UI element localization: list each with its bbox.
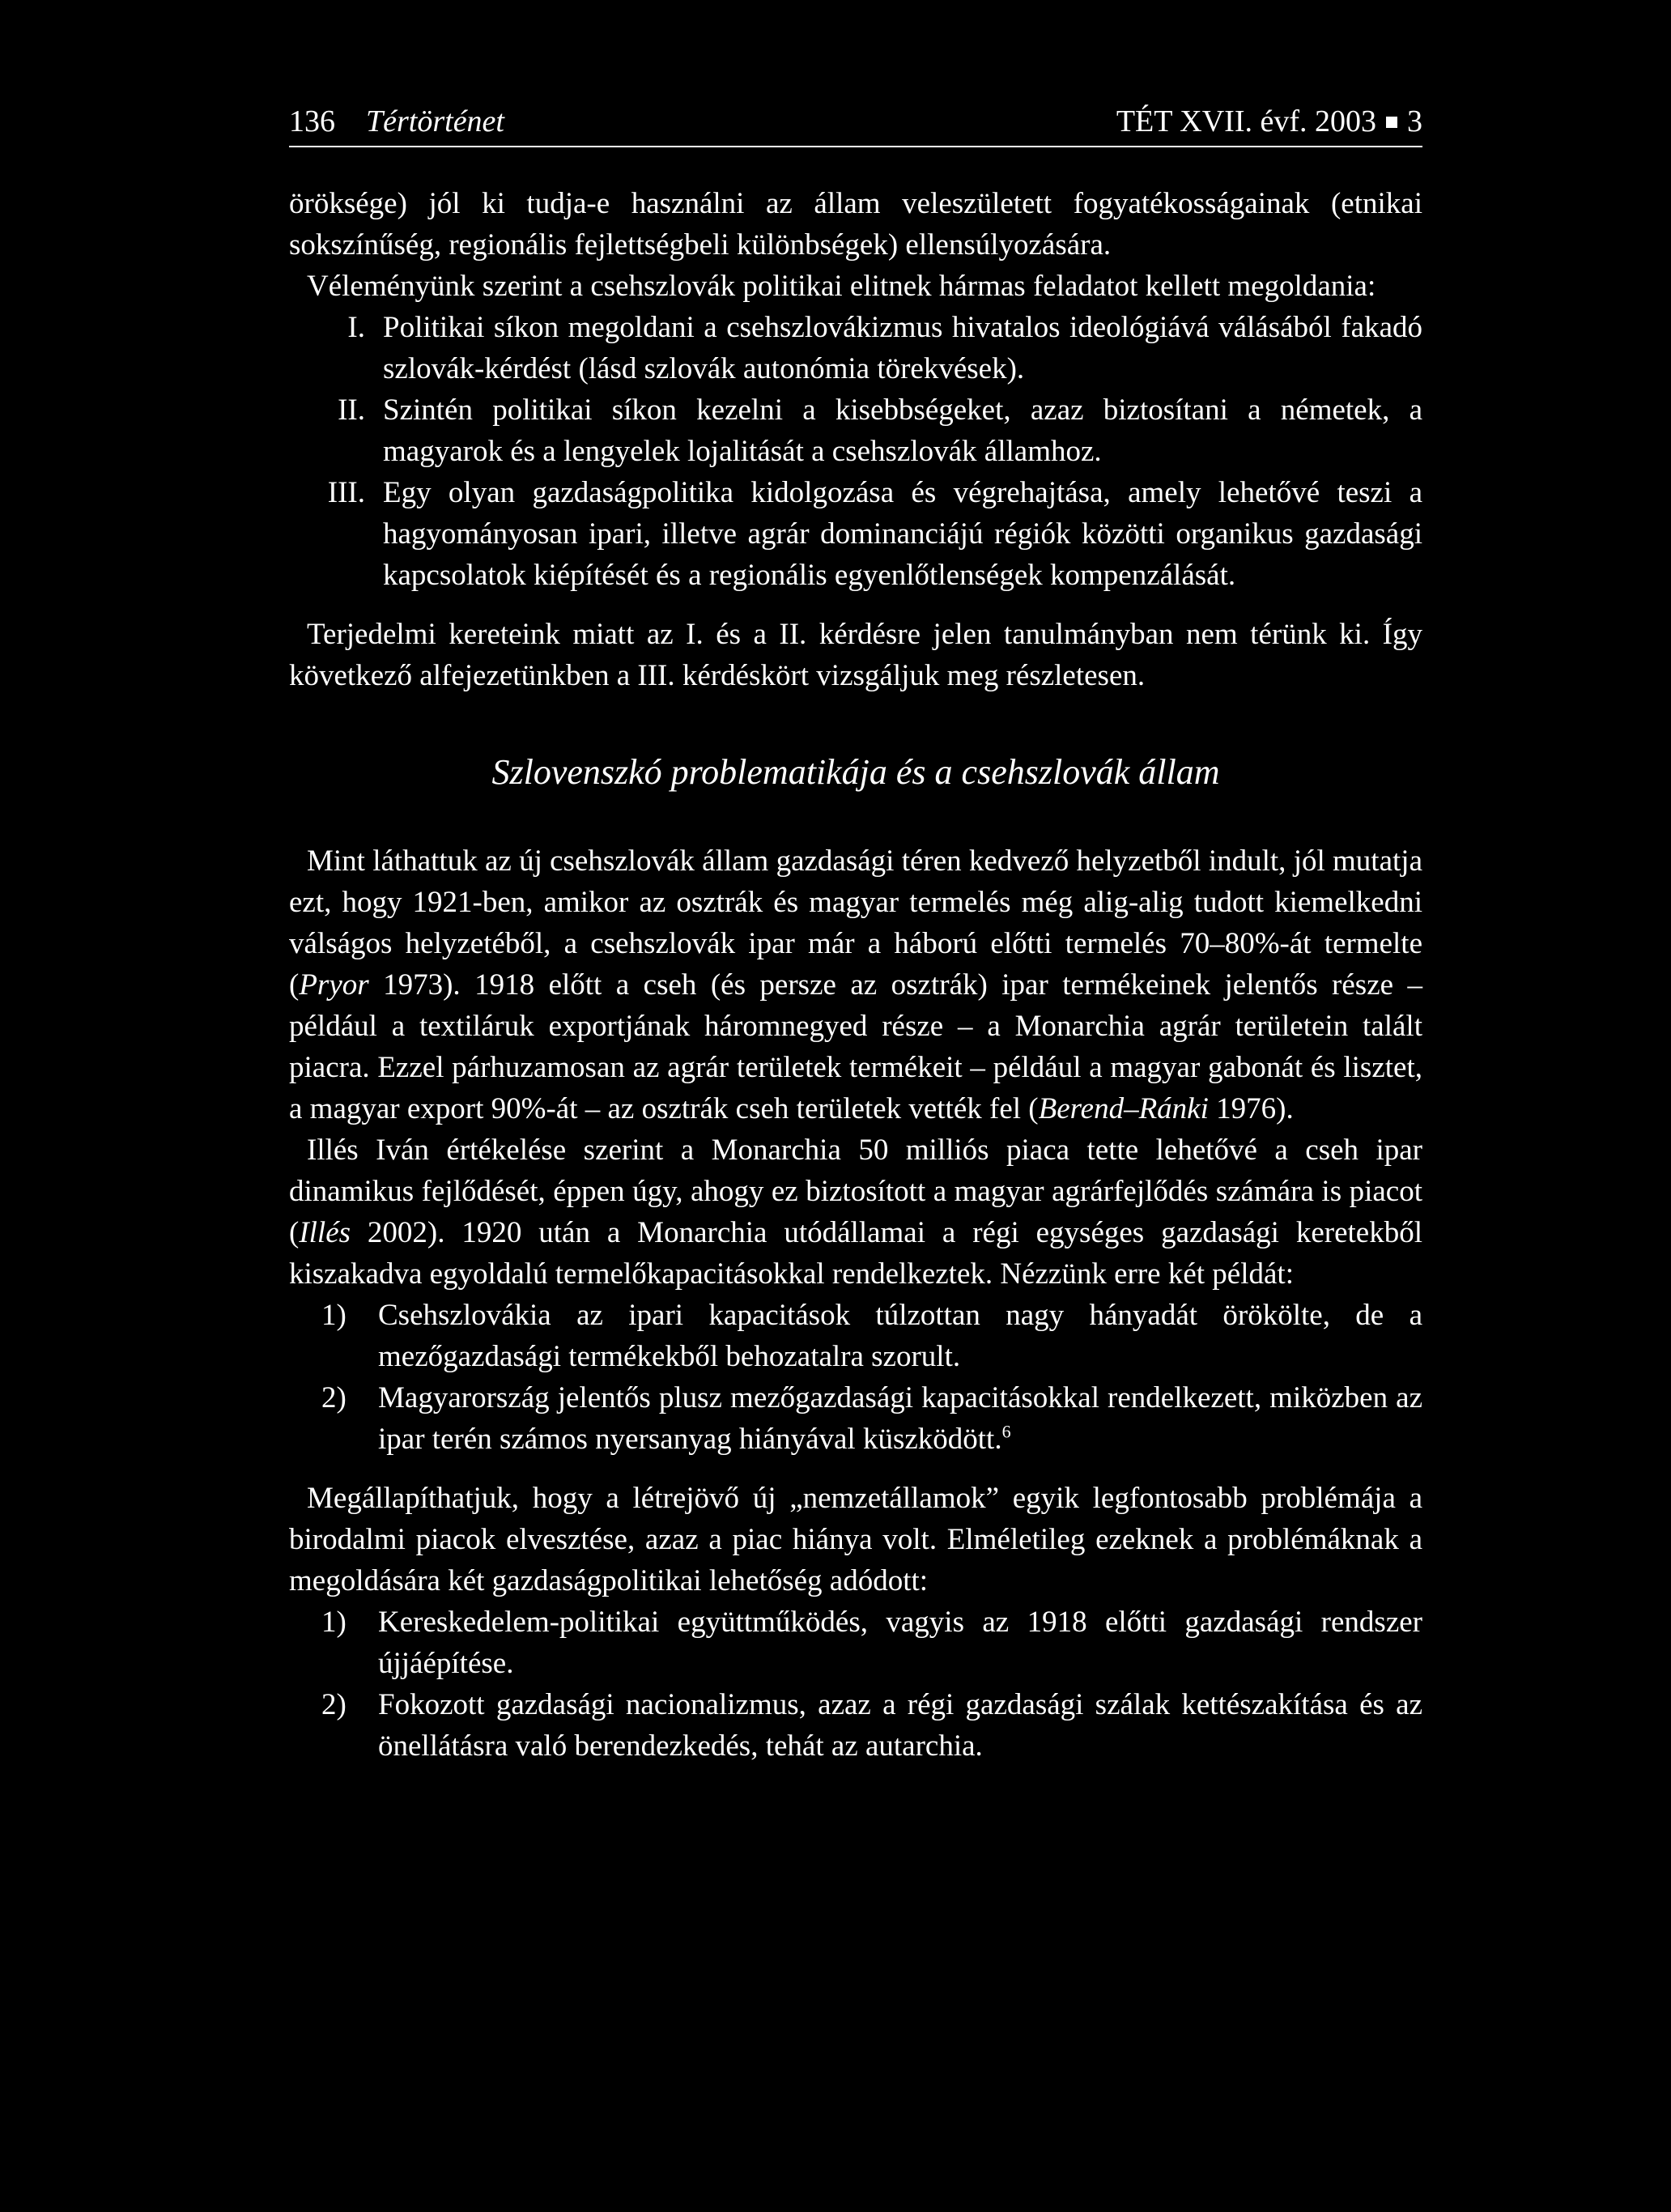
list-marker: II. [338, 393, 365, 427]
section-title: Szlovenszkó problematikája és a csehszlovák állam [491, 752, 1220, 792]
list-item [289, 1684, 1422, 1767]
list-marker: 2) [321, 1381, 347, 1414]
running-header [289, 104, 1422, 147]
text-run: 2002). 1920 után a Monarchia utódállamai a régi egységes gazdasági keretekből kiszakadva egyoldalú termelőkapacitásokkal rendelkeztek. Nézzünk erre két példát: [289, 1216, 1422, 1291]
list-item [289, 389, 1422, 472]
list-item-text: Politikai síkon megoldani a csehszlovákizmus hivatalos ideológiává válásából fakadó szlovák-kérdést (lásd szlovák autonómia törekvések). [383, 311, 1422, 385]
example-list [289, 1295, 1422, 1460]
intro-paragraph-1: öröksége) jól ki tudja-e használni az állam veleszületett fogyatékosságainak (etnikai sokszínűség, regionális fejlettségbeli különbségek) ellensúlyozására. [289, 187, 1422, 262]
option-list [289, 1602, 1422, 1767]
list-item [289, 472, 1422, 596]
list-item-text: Fokozott gazdasági nacionalizmus, azaz a régi gazdasági szálak kettészakítása és az önellátásra való berendezkedés, tehát az autarchia. [378, 1688, 1422, 1763]
list-item [289, 1377, 1422, 1460]
list-item-text: Kereskedelem-politikai együttműködés, vagyis az 1918 előtti gazdasági rendszer újjáépítése. [378, 1606, 1422, 1680]
issue-number: 3 [1407, 104, 1422, 138]
list-item-text: Szintén politikai síkon kezelni a kisebbségeket, azaz biztosítani a németek, a magyarok és a lengyelek lojalitását a csehszlovák államhoz. [383, 393, 1422, 468]
citation-author: Pryor [299, 968, 369, 1002]
list-marker: 1) [321, 1606, 347, 1639]
page-number: 136 [289, 104, 335, 138]
list-marker: 1) [321, 1299, 347, 1332]
citation-author: Berend–Ránki [1038, 1092, 1209, 1125]
list-item [289, 307, 1422, 389]
footnote-ref: 6 [1001, 1421, 1011, 1442]
task-list [289, 307, 1422, 596]
list-marker: III. [327, 476, 365, 509]
journal-info: TÉT XVII. évf. 2003 [1116, 104, 1376, 138]
citation-author: Illés [299, 1216, 351, 1249]
body-paragraph-1 [289, 840, 1422, 1129]
text-run: 1973). 1918 előtt a cseh (és persze az osztrák) ipar termékeinek jelentős része – például a textiláruk exportjának háromnegyed része – a Monarchia agrár területein talált piacra. Ezzel párhuzamosan az agrár területek termékeit – például a magyar gabonát és lisztet, a magyar export 90%-át – az osztrák cseh területek vették fel ( [289, 968, 1422, 1125]
list-item-text [378, 1377, 1422, 1460]
list-marker: 2) [321, 1688, 347, 1721]
running-header-left [289, 104, 504, 139]
text-run: 1976). [1208, 1092, 1294, 1125]
list-marker: I. [347, 311, 365, 344]
body-paragraph-2 [289, 1129, 1422, 1295]
text-run: Magyarország jelentős plusz mezőgazdasági kapacitásokkal rendelkezett, miközben az ipar terén számos nyersanyag hiányával küszködött. [378, 1381, 1422, 1456]
list-item-text: Egy olyan gazdaságpolitika kidolgozása és végrehajtása, amely lehetővé teszi a hagyományosan ipari, illetve agrár dominanciájú régiók közötti organikus gazdasági kapcsolatok kiépítését és a regionális egyenlőtlenségek kompenzálását. [383, 476, 1422, 592]
list-item [289, 1295, 1422, 1377]
text-run: Illés Iván értékelése szerint a Monarchia 50 milliós piaca tette lehetővé a cseh ipar dinamikus fejlődését, éppen úgy, ahogy ez biztosított a magyar agrárfejlődés számára is piacot ( [289, 1134, 1422, 1249]
running-header-right [1116, 104, 1422, 139]
body-paragraph-3: Megállapíthatjuk, hogy a létrejövő új „nemzetállamok” egyik legfontosabb problémája a birodalmi piacok elvesztése, azaz a piac hiánya volt. Elméletileg ezeknek a problémáknak a megoldására két gazdaságpolitikai lehetőség adódott: [289, 1482, 1422, 1597]
list-item [289, 1602, 1422, 1684]
scope-note-paragraph: Terjedelmi kereteink miatt az I. és a II. kérdésre jelen tanulmányban nem térünk ki. Így következő alfejezetünkben a III. kérdéskört vizsgáljuk meg részletesen. [289, 618, 1422, 692]
text-run: Mint láthattuk az új csehszlovák állam gazdasági téren kedvező helyzetből indult, jól mutatja ezt, hogy 1921-ben, amikor az osztrák és magyar termelés még alig-alig tudott kiemelkedni válságos helyzetéből, a csehszlovák ipar már a háború előtti termelés 70–80%-át termelte ( [289, 844, 1422, 1002]
section-name: Tértörténet [366, 104, 504, 138]
square-bullet-icon [1386, 117, 1397, 128]
page-content [289, 104, 1422, 1767]
intro-paragraph-2: Véleményünk szerint a csehszlovák politikai elitnek hármas feladatot kellett megoldania: [307, 270, 1376, 303]
list-item-text: Csehszlovákia az ipari kapacitások túlzottan nagy hányadát örökölte, de a mezőgazdasági termékekből behozatalra szorult. [378, 1299, 1422, 1373]
